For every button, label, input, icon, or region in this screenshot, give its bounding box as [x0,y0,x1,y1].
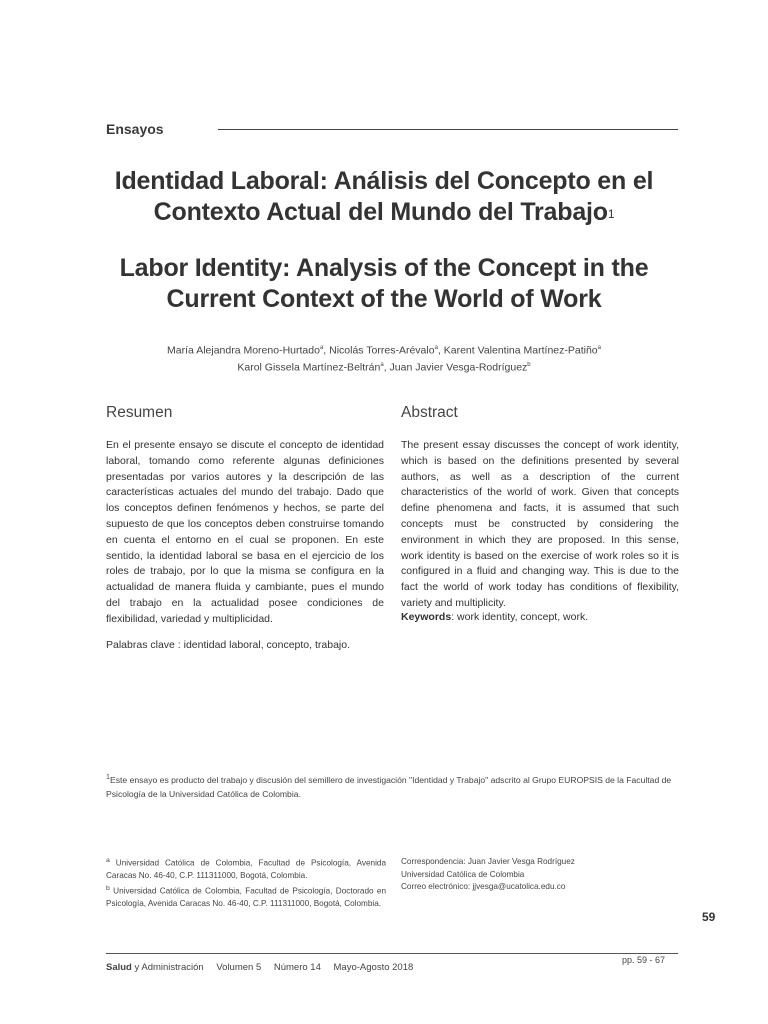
keywords [401,611,588,623]
abstract-heading: Abstract [401,404,458,421]
journal-period: Mayo-Agosto 2018 [333,962,414,973]
footnote [106,770,686,801]
affiliations [106,855,386,910]
abstract-body: The present essay discusses the concept of work identity, which is based on the definitions presented by several authors, as well as a description of the current characteristics of the world of work. Given that concepts define phenomena and facts, it is assumed that such concepts must be constructed by considering the environment in which they are proposed. In this sense, work identity is based on the exercise of work roles so it is configured in a fluid and changing way. This is due to the fact the world of work today has conditions of flexibility, variety and multiplicity. [401,439,679,609]
authors-line-2: Karol Gissela Martínez-Beltrán$^a$, Juan Javier Vesga-Rodríguez$^b$ [237,361,531,374]
correspondence-name: Correspondencia: Juan Javier Vesga Rodríguez [401,857,575,866]
correspondence-email[interactable]: Correo electrónico: jjvesga@ucatolica.edu.co [401,882,566,891]
footnote-text: Este ensayo es producto del trabajo y discusión del semillero de investigación "Identidad y Trabajo" adscrito al Grupo EUROPSIS de la Facultad de Psicología de la Universidad Católica de Colombia. [106,774,672,799]
keywords-label: Keywords [401,611,452,623]
footnote-marker: 1 [106,773,110,781]
affiliation-text: Universidad Católica de Colombia, Facultad de Psicología, Avenida Caracas No. 46-40, C.P. 111311000, Bogotá, Colombia. [106,858,386,881]
journal-volume: Volumen 5 [216,962,262,973]
palabras-clave-label: Palabras clave [106,639,175,651]
correspondence [401,856,681,894]
authors-line-1: María Alejandra Moreno-Hurtado$^a$, Nicolás Torres-Arévalo$^a$, Karent Valentina Martínez-Patiño$^a$ [167,344,601,357]
journal-footer [106,962,413,973]
footer-divider [106,953,678,954]
author-name: Juan Javier Vesga-Rodríguez [389,361,528,374]
section-divider [218,129,678,130]
author-mark: a [319,345,324,351]
page-range: pp. 59 - 67 [622,955,666,965]
keywords-values: : work identity, concept, work. [451,611,589,623]
author-name: María Alejandra Moreno-Hurtado [167,344,320,357]
author-mark: a [434,345,438,351]
journal-name-rest: y Administración [134,962,204,973]
correspondence-institution: Universidad Católica de Colombia [401,869,525,879]
author-name: Nicolás Torres-Arévalo [329,344,435,357]
title-footnote-marker[interactable]: 1 [607,207,615,221]
author-mark: a [380,362,384,368]
journal-number: Número 14 [273,962,321,973]
title-spanish [80,166,688,228]
affiliation-a [106,855,386,883]
title-spanish-text: Identidad Laboral: Análisis del Concepto en el Contexto Actual del Mundo del Trabajo [114,167,654,226]
title-english: Labor Identity: Analysis of the Concept in the Current Context of the World of Work [119,254,649,313]
author-mark: a [597,345,601,351]
author-name: Karent Valentina Martínez-Patiño [443,344,598,357]
author-mark: b [527,362,531,368]
page-number: 59 [702,910,716,924]
author-name: Karol Gissela Martínez-Beltrán [237,361,381,374]
affiliation-mark: a [106,857,110,864]
section-label: Ensayos [106,121,164,137]
resumen-heading: Resumen [106,404,173,421]
palabras-clave-values: : identidad laboral, concepto, trabajo. [177,639,350,651]
affiliation-text: Universidad Católica de Colombia, Facultad de Psicología, Doctorado en Psicología, Avenida Caracas No. 46-40, C.P. 111311000, Bogotá, Colombia. [106,886,387,908]
palabras-clave [106,639,350,651]
affiliation-b [106,883,386,911]
affiliation-mark: b [106,884,110,892]
resumen-body: En el presente ensayo se discute el concepto de identidad laboral, tomando como referente algunas definiciones presentadas por varios autores y la descripción de las características actuales del mundo del trabajo. Dado que los conceptos definen fenómenos y hechos, se parte del supuesto de que los conceptos deben construirse tomando en cuenta el entorno en el cual se proponen. En este sentido, la identidad laboral se basa en el ejercicio de los roles de trabajo, por lo que la misma se configura en la actualidad de manera fluida y cambiante, pues el mundo del trabajo en la actualidad posee condiciones de flexibilidad, variedad y multiplicidad. [106,439,384,625]
journal-name-bold: Salud [106,962,132,973]
